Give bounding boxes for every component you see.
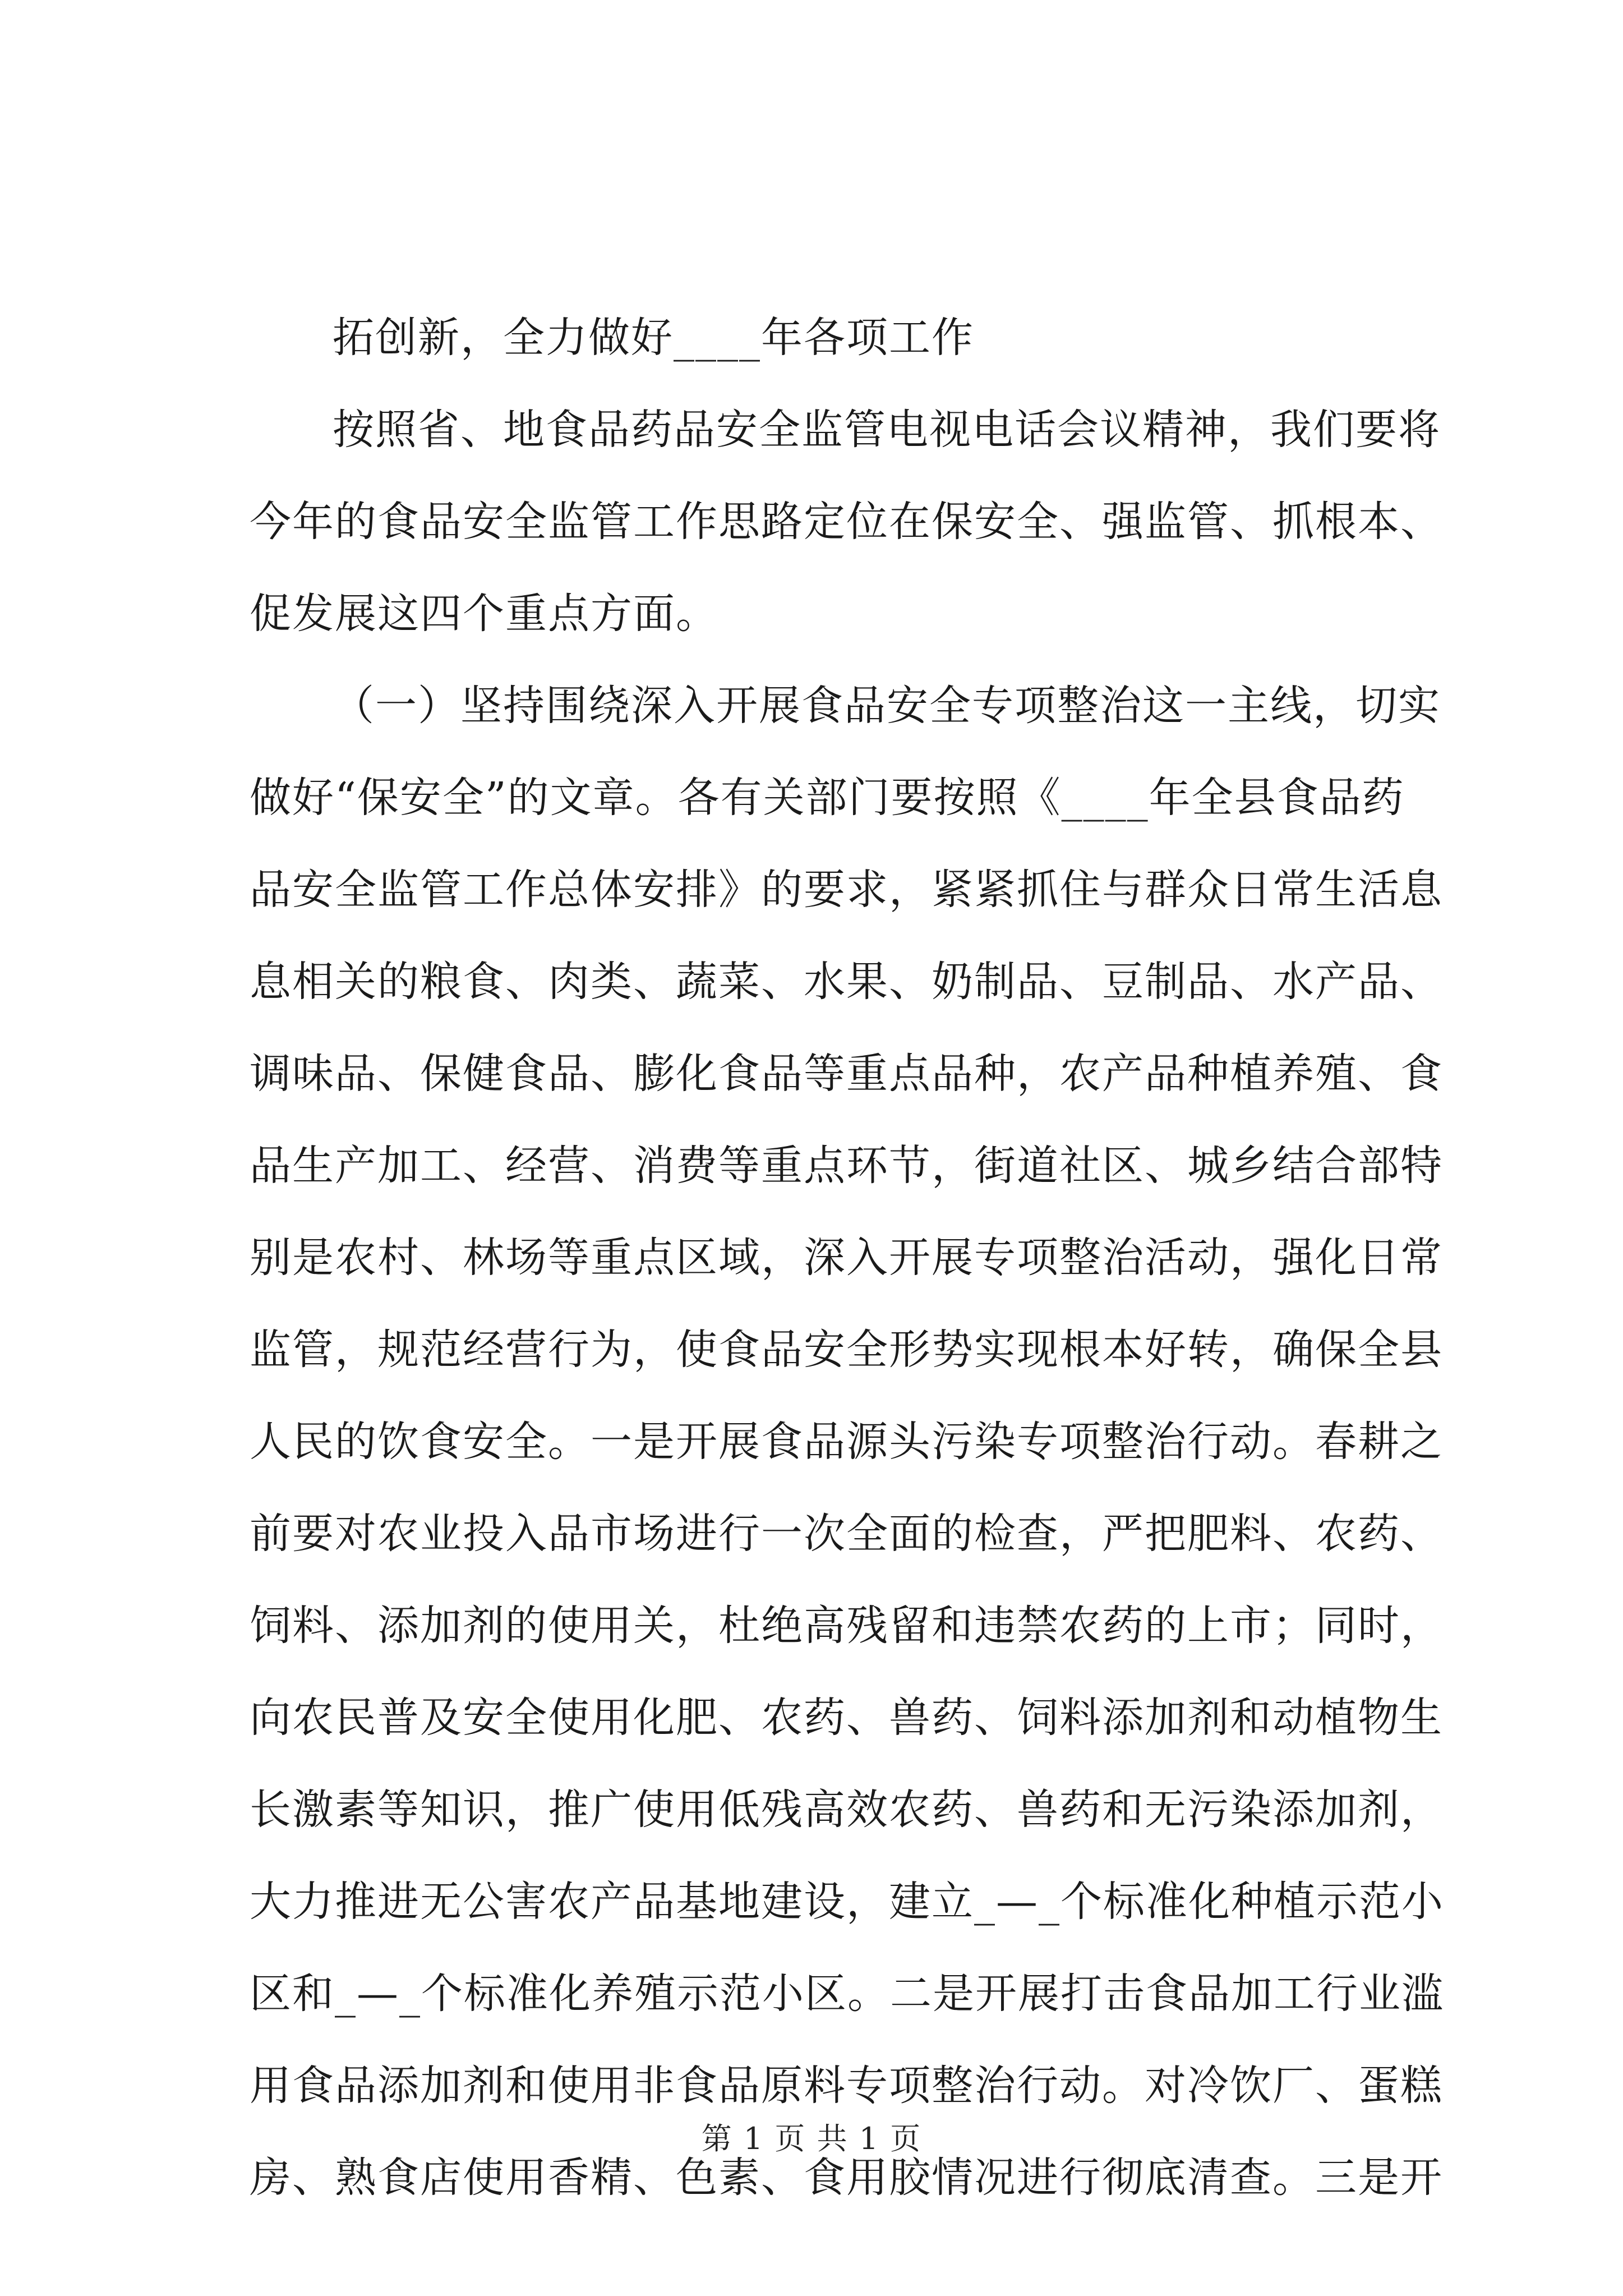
- paragraph-line: （一）坚持围绕深入开展食品安全专项整治这一主线，切实: [333, 682, 1441, 730]
- document-body: [250, 292, 1444, 2224]
- paragraph-line: 大力推进无公害农产品基地建设，建立_—_个标准化种植示范小: [250, 1878, 1444, 1926]
- paragraph-line: 房、熟食店使用香精、色素、食用胶情况进行彻底清查。三是开: [250, 2154, 1443, 2202]
- paragraph-line: 向农民普及安全使用化肥、农药、兽药、饲料添加剂和动植物生: [250, 1694, 1443, 1742]
- paragraph-line: 品生产加工、经营、消费等重点环节，街道社区、城乡结合部特: [250, 1142, 1443, 1190]
- paragraph-line: 别是农村、林场等重点区域，深入开展专项整治活动，强化日常: [250, 1234, 1443, 1282]
- paragraph-line: 做好“保安全”的文章。各有关部门要按照《____年全县食品药: [250, 774, 1405, 822]
- page-footer: [0, 2115, 1623, 2158]
- paragraph-line: 监管，规范经营行为，使食品安全形势实现根本好转，确保全县: [250, 1326, 1443, 1374]
- paragraph-line: 前要对农业投入品市场进行一次全面的检查，严把肥料、农药、: [250, 1510, 1443, 1558]
- paragraph-line: 调味品、保健食品、膨化食品等重点品种，农产品种植养殖、食: [250, 1050, 1443, 1098]
- paragraph-line: 拓创新，全力做好____年各项工作: [333, 314, 974, 362]
- paragraph-line: 饲料、添加剂的使用关，杜绝高残留和违禁农药的上市；同时，: [250, 1602, 1443, 1650]
- paragraph-line: 品安全监管工作总体安排》的要求，紧紧抓住与群众日常生活息: [250, 866, 1443, 914]
- paragraph-line: 区和_—_个标准化养殖示范小区。二是开展打击食品加工行业滥: [250, 1970, 1444, 2018]
- paragraph-line: 今年的食品安全监管工作思路定位在保安全、强监管、抓根本、: [250, 498, 1443, 546]
- paragraph-line: 用食品添加剂和使用非食品原料专项整治行动。对冷饮厂、蛋糕: [250, 2062, 1443, 2110]
- paragraph-line: 按照省、地食品药品安全监管电视电话会议精神，我们要将: [333, 406, 1441, 454]
- paragraph-line: 长激素等知识，推广使用低残高效农药、兽药和无污染添加剂，: [250, 1786, 1443, 1834]
- page-number: 第 1 页 共 1 页: [701, 2121, 922, 2156]
- paragraph-line: 促发展这四个重点方面。: [250, 590, 718, 638]
- paragraph-line: 人民的饮食安全。一是开展食品源头污染专项整治行动。春耕之: [250, 1418, 1443, 1466]
- paragraph-line: 息相关的粮食、肉类、蔬菜、水果、奶制品、豆制品、水产品、: [250, 958, 1443, 1006]
